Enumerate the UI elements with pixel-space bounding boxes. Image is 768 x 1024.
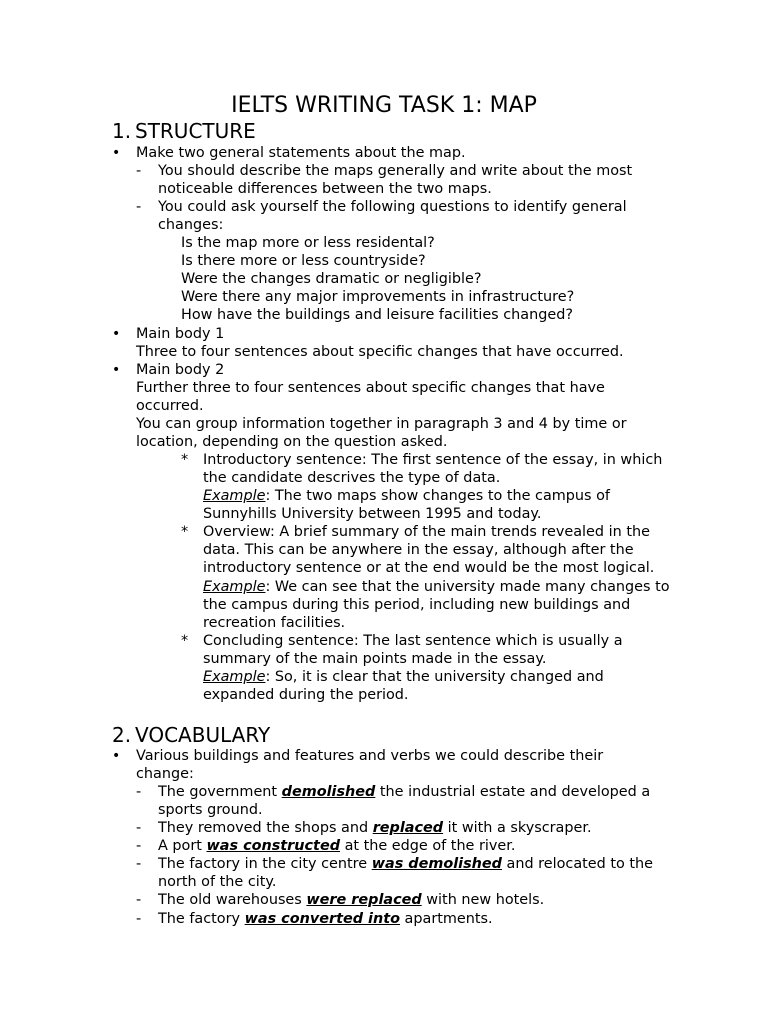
star-symbol: * — [181, 452, 189, 468]
bullet-symbol: • — [112, 145, 121, 161]
keyword: demolished — [281, 784, 376, 800]
paragraph-line: occurred. — [136, 398, 204, 414]
section-heading-structure — [112, 119, 256, 143]
star-symbol: * — [181, 633, 189, 649]
item-text: the industrial estate and developed a — [375, 784, 651, 800]
item-text: The old warehouses — [158, 892, 307, 908]
example-line — [203, 487, 610, 505]
sub-item-text: You should describe the maps generally and write about the most — [158, 163, 633, 179]
star-symbol: * — [181, 524, 189, 540]
paragraph-line: Three to four sentences about specific changes that have occurred. — [136, 344, 624, 360]
example-text: : The two maps show changes to the campus of — [265, 488, 610, 504]
example-text: : So, it is clear that the university changed and — [265, 669, 604, 685]
section-title: STRUCTURE — [135, 119, 256, 143]
dash-symbol: - — [136, 820, 142, 836]
dash-symbol: - — [136, 163, 142, 179]
example-text: the campus during this period, including new buildings and — [203, 597, 631, 613]
example-text: : We can see that the university made many changes to — [265, 579, 670, 595]
bullet-main-body-1: Main body 1 — [136, 326, 225, 342]
example-text: Sunnyhills University between 1995 and today. — [203, 506, 542, 522]
sub-item-text: You could ask yourself the following questions to identify general — [158, 199, 627, 215]
keyword: were replaced — [306, 892, 422, 908]
item-text: The factory — [158, 911, 245, 927]
concluding-text: summary of the main points made in the essay. — [203, 651, 547, 667]
question-line: Is the map more or less residental? — [181, 235, 435, 251]
item-text: sports ground. — [158, 802, 263, 818]
vocabulary-item — [158, 819, 592, 837]
dash-symbol: - — [136, 199, 142, 215]
item-text: The factory in the city centre — [158, 856, 372, 872]
question-line: Were the changes dramatic or negligible? — [181, 271, 482, 287]
concluding-text: Concluding sentence: The last sentence which is usually a — [203, 633, 623, 649]
example-label: Example — [203, 579, 266, 595]
item-text: and relocated to the — [501, 856, 654, 872]
dash-symbol: - — [136, 892, 142, 908]
overview-text: data. This can be anywhere in the essay, although after the — [203, 542, 634, 558]
dash-symbol: - — [136, 784, 142, 800]
paragraph-line: You can group information together in paragraph 3 and 4 by time or — [136, 416, 627, 432]
example-line — [203, 578, 670, 596]
overview-text: Overview: A brief summary of the main trends revealed in the — [203, 524, 650, 540]
overview-text: introductory sentence or at the end would be the most logical. — [203, 560, 655, 576]
bullet-main-body-2: Main body 2 — [136, 362, 225, 378]
dash-symbol: - — [136, 856, 142, 872]
dash-symbol: - — [136, 838, 142, 854]
introductory-text: Introductory sentence: The first sentence of the essay, in which — [203, 452, 663, 468]
keyword: was demolished — [371, 856, 502, 872]
question-line: Is there more or less countryside? — [181, 253, 426, 269]
paragraph-line: Further three to four sentences about specific changes that have — [136, 380, 605, 396]
keyword: replaced — [372, 820, 444, 836]
question-line: How have the buildings and leisure facilities changed? — [181, 307, 573, 323]
sub-item-text: noticeable differences between the two maps. — [158, 181, 492, 197]
dash-symbol: - — [136, 911, 142, 927]
question-line: Were there any major improvements in infrastructure? — [181, 289, 575, 305]
example-text: recreation facilities. — [203, 615, 346, 631]
item-text: it with a skyscraper. — [443, 820, 592, 836]
vocabulary-item — [158, 910, 493, 928]
item-text: They removed the shops and — [158, 820, 373, 836]
bullet-symbol: • — [112, 748, 121, 764]
section-heading-vocabulary — [112, 723, 270, 747]
item-text: The government — [158, 784, 282, 800]
paragraph-line: location, depending on the question asked. — [136, 434, 448, 450]
section-number: 2. — [112, 723, 132, 747]
vocabulary-item — [158, 783, 650, 801]
vocabulary-item — [158, 891, 544, 909]
bullet-general-statements: Make two general statements about the map. — [136, 145, 466, 161]
bullet-symbol: • — [112, 362, 121, 378]
item-text: with new hotels. — [421, 892, 545, 908]
bullet-symbol: • — [112, 326, 121, 342]
example-label: Example — [203, 669, 266, 685]
keyword: was converted into — [244, 911, 400, 927]
item-text: apartments. — [399, 911, 493, 927]
vocabulary-item — [158, 837, 515, 855]
page-title: IELTS WRITING TASK 1: MAP — [231, 93, 537, 118]
vocabulary-item — [158, 855, 653, 873]
example-line — [203, 668, 604, 686]
item-text: north of the city. — [158, 874, 277, 890]
item-text: A port — [158, 838, 207, 854]
keyword: was constructed — [206, 838, 340, 854]
example-label: Example — [203, 488, 266, 504]
vocabulary-intro: change: — [136, 766, 194, 782]
example-text: expanded during the period. — [203, 687, 409, 703]
section-number: 1. — [112, 119, 132, 143]
vocabulary-intro: Various buildings and features and verbs we could describe their — [136, 748, 604, 764]
sub-item-text: changes: — [158, 217, 224, 233]
item-text: at the edge of the river. — [340, 838, 516, 854]
section-title: VOCABULARY — [135, 723, 271, 747]
introductory-text: the candidate descrives the type of data. — [203, 470, 501, 486]
